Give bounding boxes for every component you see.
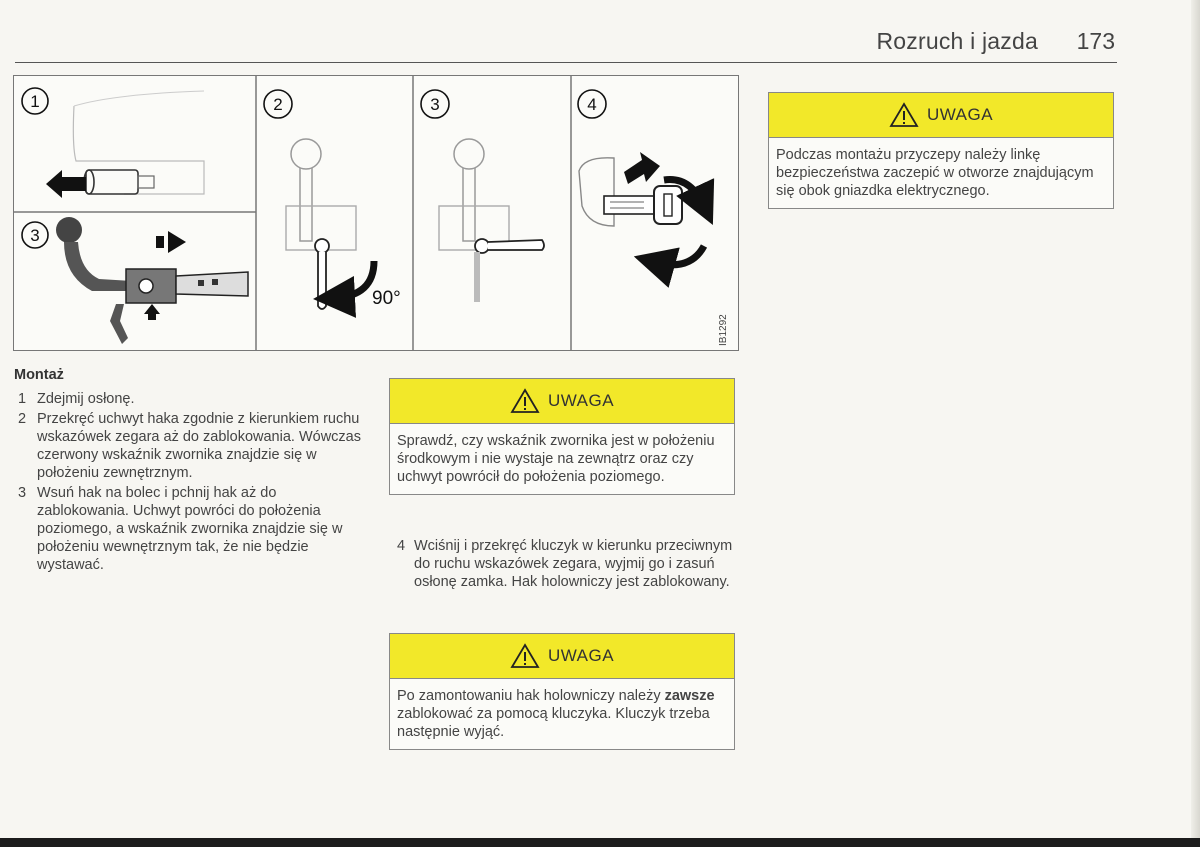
- panel-number: 4: [587, 95, 597, 114]
- warning-text-part: Po zamontowaniu hak holowniczy należy: [397, 688, 665, 704]
- warning-header: [390, 379, 734, 424]
- warning-title: UWAGA: [926, 105, 994, 124]
- step-text: Wsuń hak na bolec i pchnij hak aż do zablokowania. Uchwyt powróci do położenia poziomego, a wskaźnik zwornika znajdzie się w położeniu wewnętrznym tak, że nie będzie wystawać.: [37, 485, 343, 573]
- figure-drawing: [14, 76, 738, 350]
- header-rule: [15, 62, 1117, 63]
- warning-text: Sprawdź, czy wskaźnik zwornika jest w położeniu środkowym i nie wystaje na zewnątrz oraz czy uchwyt powrócił do położenia poziomego.: [397, 433, 715, 485]
- page-number: 173: [1076, 28, 1115, 54]
- panel-number: 1: [30, 92, 40, 111]
- panel-4-drawing: [578, 90, 729, 346]
- warning-header: [769, 93, 1113, 138]
- panel-2-drawing: [264, 90, 401, 309]
- list-item: [397, 537, 737, 591]
- warning-box-top-right: [768, 92, 1114, 209]
- step-number: 1: [18, 391, 27, 407]
- warning-title: UWAGA: [547, 646, 615, 665]
- warning-box-middle: [389, 378, 735, 495]
- step-number: 2: [18, 411, 27, 427]
- panel-3a-drawing: [22, 217, 248, 344]
- panel-number: 2: [273, 95, 283, 114]
- warning-text: [390, 679, 734, 749]
- warning-title: UWAGA: [547, 391, 615, 410]
- warning-triangle-icon: [510, 643, 540, 669]
- list-item: [18, 410, 368, 482]
- steps-list: [18, 390, 368, 576]
- panel-3b-drawing: [421, 90, 544, 302]
- step-text: Wciśnij i przekręć kluczyk w kierunku przeciwnym do ruchu wskazówek zegara, wyjmij go i zasuń osłonę zamka. Hak holowniczy jest zablokowany.: [414, 538, 733, 590]
- warning-text-emphasis: zawsze: [664, 688, 715, 704]
- warning-triangle-icon: [510, 388, 540, 414]
- page-bottom-edge: [0, 838, 1200, 847]
- page-right-edge: [1191, 0, 1200, 838]
- panel-1-drawing: [22, 88, 204, 198]
- warning-text: Podczas montażu przyczepy należy linkę bezpieczeństwa zaczepić w otworze znajdującym się obok gniazdka elektrycznego.: [776, 147, 1094, 199]
- step-number: 3: [18, 485, 27, 501]
- figure-code: IB1292: [718, 314, 729, 346]
- step-text: Przekręć uchwyt haka zgodnie z kierunkiem ruchu wskazówek zegara aż do zablokowania. Wówczas czerwony wskaźnik zwornika znajdzie się w położeniu zewnętrznym.: [37, 411, 361, 481]
- warning-header: [390, 634, 734, 679]
- panel-number: 3: [430, 95, 440, 114]
- section-heading: Montaż: [14, 367, 64, 383]
- panel-number: 3: [30, 226, 40, 245]
- chapter-title: Rozruch i jazda: [876, 28, 1038, 54]
- step-number: 4: [397, 538, 406, 554]
- warning-triangle-icon: [889, 102, 919, 128]
- warning-text-part: zablokować za pomocą kluczyka. Kluczyk trzeba następnie wyjąć.: [397, 706, 710, 740]
- angle-label: 90°: [372, 288, 401, 309]
- illustration-figure: [13, 75, 739, 351]
- step-text: Zdejmij osłonę.: [37, 391, 135, 407]
- warning-box-bottom: [389, 633, 735, 750]
- list-item: [18, 484, 368, 574]
- list-item: [18, 390, 368, 408]
